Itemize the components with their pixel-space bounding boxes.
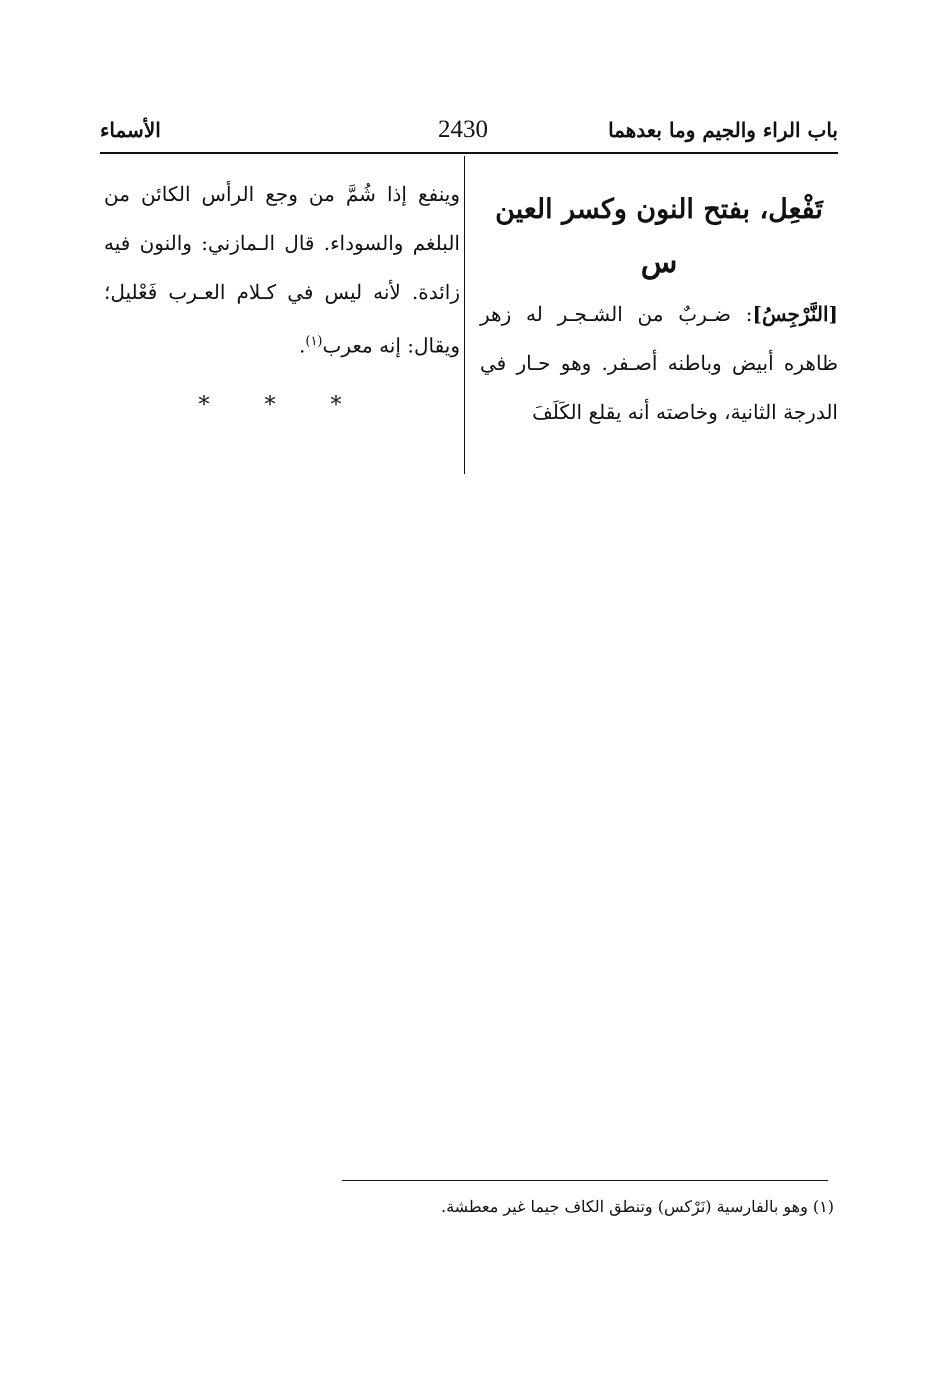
header-rule: [100, 152, 838, 154]
column-divider: [464, 156, 465, 474]
left-column: [104, 170, 460, 418]
section-title: تَفْعِل، بفتح النون وكسر العين: [495, 194, 823, 225]
entry-headword: [النَّرْجِسُ]: [752, 302, 838, 326]
letter-heading: س: [640, 245, 678, 280]
continuation-text: وينفع إذا شُمَّ من وجع الرأس الكائن من البلغم والسوداء. قال الـمازني: والنون فيه زائدة. لأنه ليس في كـلام العـرب فَعْليل؛ ويقال: إنه معرب: [104, 182, 460, 358]
running-title-right: باب الراء والجيم وما بعدهما: [608, 118, 838, 142]
running-title-left: الأسماء: [100, 118, 161, 142]
footnote-rule: [342, 1180, 828, 1181]
footnote: (١) وهو بالفارسية (نَرْكس) وتنطق الكاف جيما غير معطشة.: [440, 1197, 834, 1216]
right-column: [480, 170, 838, 437]
footnote-marker: (١): [305, 334, 323, 349]
continuation-paragraph: [104, 170, 460, 371]
entry-paragraph: [480, 290, 838, 437]
page-header: [100, 110, 838, 150]
page-number: 2430: [438, 116, 488, 143]
section-separator-stars: * * *: [198, 392, 366, 418]
paragraph-end: .: [299, 333, 306, 358]
entry-text: : ضـربٌ من الشـجـر له زهر ظاهره أبيض وباطنه أصـفر. وهو حـار في الدرجة الثانية، وخاصته أنه يقلع الكَلَفَ: [480, 302, 838, 424]
